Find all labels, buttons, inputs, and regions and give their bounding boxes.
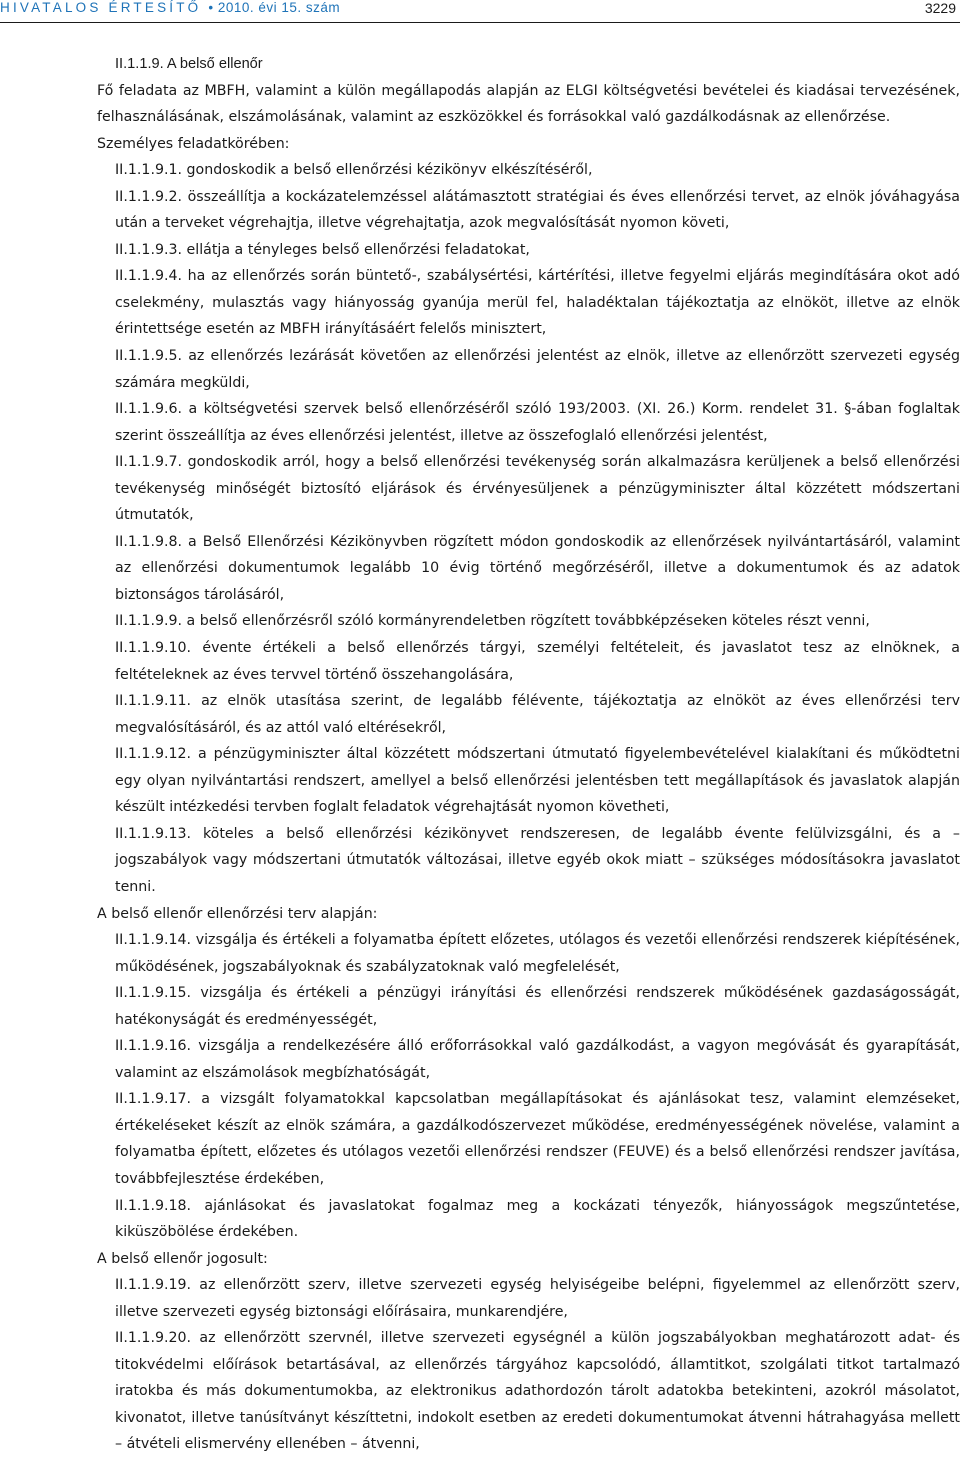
clause-item: II.1.1.9.6. a költségvetési szervek belső ellenőrzéséről szóló 193/2003. (XI. 26.) Korm. rendelet 31. §-ában foglaltak szerint összeállítja az éves ellenőrzési jelentést, illetve az összefoglaló ellenőrzési jelentést, bbox=[115, 401, 960, 444]
issue-label: • 2010. évi 15. szám bbox=[208, 0, 341, 15]
group3-list bbox=[97, 1272, 960, 1458]
document-body bbox=[97, 51, 960, 1458]
group1-list bbox=[97, 157, 960, 900]
clause-item: II.1.1.9.2. összeállítja a kockázatelemzéssel alátámasztott stratégiai és éves ellenőrzési tervet, az elnök jóváhagyása után a terveket végrehajtja, illetve végrehajtatja, azok megvalósítását nyomon követi, bbox=[115, 188, 960, 232]
clause-item: II.1.1.9.18. ajánlásokat és javaslatokat fogalmaz meg a kockázati tényezők, hiányosságok megszűntetése, kiküszöbölése érdekében. bbox=[115, 1197, 960, 1241]
clause-item: II.1.1.9.5. az ellenőrzés lezárását követően az ellenőrzési jelentést az elnök, illetve az ellenőrzött szervezeti egység számára megküldi, bbox=[115, 348, 960, 391]
publication-name: HIVATALOS ÉRTESÍTŐ bbox=[0, 0, 202, 15]
clause-item: II.1.1.9.13. köteles a belső ellenőrzési kézikönyvet rendszeresen, de legalább évente felülvizsgálni, és a – jogszabályok vagy módszertani útmutatók változásai, illetve egyéb okok miatt – szükséges módosításokra javaslatot tenni. bbox=[115, 825, 960, 895]
clause-item: II.1.1.9.7. gondoskodik arról, hogy a belső ellenőrzési tevékenység során alkalmazásra kerüljenek a belső ellenőrzési tevékenység minőségét biztosító eljárások és érvényesüljenek a pénzügyminiszter által közzétett módszertani útmutatók, bbox=[115, 454, 960, 524]
clause-item: II.1.1.9.12. a pénzügyminiszter által közzétett módszertani útmutató figyelembevételével kialakítani és működtetni egy olyan nyilvántartási rendszert, amellyel a belső ellenőrzési jelentésben tett megállapítások és javaslatok alapján készült intézkedési tervben foglalt feladatok végrehajtását nyomon követheti, bbox=[115, 746, 960, 816]
clause-item: II.1.1.9.16. vizsgálja a rendelkezésére álló erőforrásokkal való gazdálkodást, a vagyon megóvását és gyarapítását, valamint az elszámolások megbízhatóságát, bbox=[115, 1038, 960, 1081]
clause-item: II.1.1.9.14. vizsgálja és értékeli a folyamatba épített előzetes, utólagos és vezetői ellenőrzési rendszerek kiépítésének, működésének, jogszabályoknak és szabályzatoknak való megfelelését, bbox=[115, 932, 960, 975]
page-number: 3229 bbox=[924, 0, 956, 16]
clause-item: II.1.1.9.8. a Belső Ellenőrzési Kézikönyvben rögzített módon gondoskodik az ellenőrzések nyilvántartásáról, valamint az ellenőrzési dokumentumok legalább 10 évig történő megőrzéséről, illetve a dokumentumok és az adatok biztonságos tárolásáról, bbox=[115, 533, 960, 603]
clause-item: II.1.1.9.11. az elnök utasítása szerint, de legalább félévente, tájékoztatja az elnököt az éves ellenőrzési terv megvalósításáról, és az attól való eltérésekről, bbox=[115, 693, 960, 736]
clause-item: II.1.1.9.9. a belső ellenőrzésről szóló kormányrendeletben rögzített továbbképzéseken köteles részt venni, bbox=[115, 613, 870, 630]
clause-item: II.1.1.9.15. vizsgálja és értékeli a pénzügyi irányítási és ellenőrzési rendszerek működésének gazdaságosságát, hatékonyságát és eredményességét, bbox=[115, 985, 960, 1028]
clause-item: II.1.1.9.1. gondoskodik a belső ellenőrzési kézikönyv elkészítéséről, bbox=[115, 162, 593, 179]
clause-item: II.1.1.9.19. az ellenőrzött szerv, illetve szervezeti egység helyiségeibe belépni, figyelemmel az ellenőrzött szerv, illetve szervezeti egység biztonsági előírásaira, munkarendjére, bbox=[115, 1277, 960, 1320]
section-title: II.1.1.9. A belső ellenőr bbox=[115, 56, 263, 72]
clause-item: II.1.1.9.20. az ellenőrzött szervnél, illetve szervezeti egységnél a külön jogszabályokban meghatározott adat- és titokvédelmi előírások betartásával, az ellenőrzés tárgyához kapcsolódó, államtitkot, szolgálati titkot tartalmazó iratokba és más dokumentumokba, az elektronikus adathordozón tárolt adatokba betekinteni, azokról másolatot, kivonatot, illetve tanúsítványt készíttetni, indokolt esetben az eredeti dokumentumokat átvenni hátrahagyása mellett – átvételi elismervény ellenében – átvenni, bbox=[115, 1330, 960, 1453]
publication-title bbox=[0, 0, 340, 15]
intro-paragraph: Fő feladata az MBFH, valamint a külön megállapodás alapján az ELGI költségvetési bevételei és kiadásai tervezésének, felhasználásának, elszámolásának, valamint az eszközökkel és forrásokkal való gazdálkodásnak az ellenőrzése. bbox=[97, 82, 960, 126]
page-header bbox=[0, 0, 960, 23]
clause-item: II.1.1.9.10. évente értékeli a belső ellenőrzés tárgyi, személyi feltételeit, és javaslatot tesz az elnöknek, a feltételeknek az éves tervvel történő összehangolására, bbox=[115, 640, 960, 683]
group2-list bbox=[97, 927, 960, 1246]
group2-heading: A belső ellenőr ellenőrzési terv alapján: bbox=[97, 905, 378, 922]
clause-item: II.1.1.9.3. ellátja a tényleges belső ellenőrzési feladatokat, bbox=[115, 241, 530, 258]
group3-heading: A belső ellenőr jogosult: bbox=[97, 1250, 268, 1267]
group1-heading: Személyes feladatkörében: bbox=[97, 135, 290, 152]
clause-item: II.1.1.9.17. a vizsgált folyamatokkal kapcsolatban megállapításokat és ajánlásokat tesz, valamint elemzéseket, értékeléseket készít az elnök számára, a gazdálkodószervezet működése, eredményességének növelése, valamint a folyamatba épített, előzetes és utólagos vezetői ellenőrzési rendszer (FEUVE) és a belső ellenőrzési rendszer javítása, továbbfejlesztése érdekében, bbox=[115, 1091, 960, 1187]
clause-item: II.1.1.9.4. ha az ellenőrzés során büntető-, szabálysértési, kártérítési, illetve fegyelmi eljárás megindítására okot adó cselekmény, mulasztás vagy hiányosság gyanúja merül fel, haladéktalan tájékoztatja az elnököt, illetve az elnök érintettsége esetén az MBFH irányításáért felelős minisztert, bbox=[115, 268, 960, 338]
